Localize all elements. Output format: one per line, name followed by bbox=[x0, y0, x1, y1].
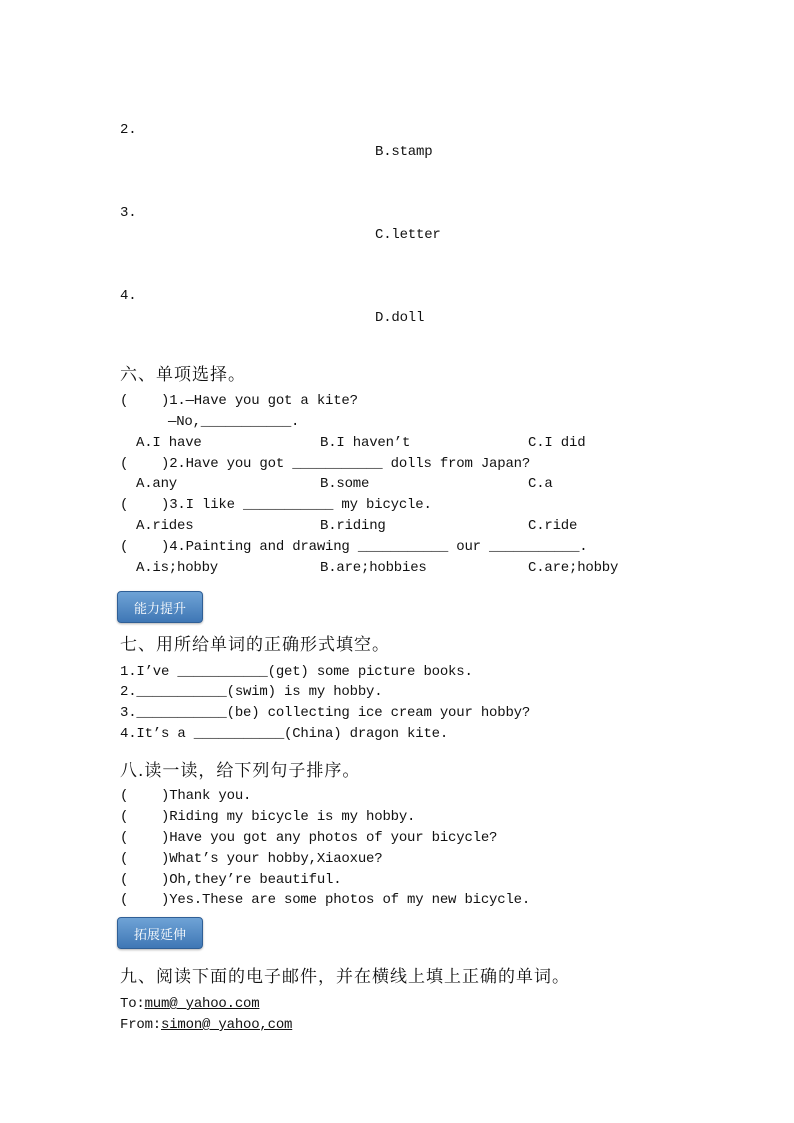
section9-title: 九、阅读下面的电子邮件，并在横线上填上正确的单词。 bbox=[120, 967, 570, 987]
fill-line-1: 1.I’ve ___________(get) some picture books. bbox=[120, 664, 473, 680]
extension-badge: 拓展延伸 bbox=[117, 917, 203, 949]
q4-option-b: B.are;hobbies bbox=[320, 560, 427, 576]
q4-option-c: C.are;hobby bbox=[528, 560, 619, 576]
email-to-label: To: bbox=[120, 996, 145, 1012]
section7-title: 七、用所给单词的正确形式填空。 bbox=[120, 635, 390, 655]
q3-option-a: A.rides bbox=[136, 518, 194, 534]
match-option-c: C.letter bbox=[375, 227, 441, 243]
q2-stem: ( )2.Have you got ___________ dolls from Japan? bbox=[120, 456, 531, 472]
order-line-6: ( )Yes.These are some photos of my new bicycle. bbox=[120, 892, 531, 908]
fill-line-4: 4.It’s a ___________(China) dragon kite. bbox=[120, 726, 449, 742]
q2-option-b: B.some bbox=[320, 476, 370, 492]
q1-line2: —No,___________. bbox=[168, 414, 300, 430]
q3-option-c: C.ride bbox=[528, 518, 578, 534]
match-option-b: B.stamp bbox=[375, 144, 433, 160]
q2-option-a: A.any bbox=[136, 476, 178, 492]
q1-option-a: A.I have bbox=[136, 435, 202, 451]
q4-stem: ( )4.Painting and drawing ___________ our ___________. bbox=[120, 539, 588, 555]
q3-option-b: B.riding bbox=[320, 518, 386, 534]
email-from-label: From: bbox=[120, 1017, 162, 1033]
fill-line-3: 3.___________(be) collecting ice cream your hobby? bbox=[120, 705, 531, 721]
order-line-2: ( )Riding my bicycle is my hobby. bbox=[120, 809, 416, 825]
q4-option-a: A.is;hobby bbox=[136, 560, 219, 576]
order-line-3: ( )Have you got any photos of your bicycle? bbox=[120, 830, 498, 846]
section8-title: 八.读一读，给下列句子排序。 bbox=[120, 761, 361, 781]
q1-stem: ( )1.—Have you got a kite? bbox=[120, 393, 358, 409]
q1-option-c: C.I did bbox=[528, 435, 586, 451]
q1-option-b: B.I haven’t bbox=[320, 435, 411, 451]
email-to-address[interactable]: mum@ yahoo.com bbox=[144, 996, 260, 1012]
match-num-4: 4. bbox=[120, 288, 137, 304]
email-from bbox=[120, 1017, 292, 1033]
q2-option-c: C.a bbox=[528, 476, 553, 492]
email-from-address[interactable]: simon@ yahoo,com bbox=[161, 1017, 293, 1033]
order-line-4: ( )What’s your hobby,Xiaoxue? bbox=[120, 851, 383, 867]
order-line-1: ( )Thank you. bbox=[120, 788, 252, 804]
email-to bbox=[120, 996, 259, 1012]
match-num-2: 2. bbox=[120, 122, 137, 138]
ability-badge: 能力提升 bbox=[117, 591, 203, 623]
match-option-d: D.doll bbox=[375, 310, 425, 326]
order-line-5: ( )Oh,they’re beautiful. bbox=[120, 872, 342, 888]
section6-title: 六、单项选择。 bbox=[120, 365, 246, 385]
fill-line-2: 2.___________(swim) is my hobby. bbox=[120, 684, 383, 700]
match-num-3: 3. bbox=[120, 205, 137, 221]
q3-stem: ( )3.I like ___________ my bicycle. bbox=[120, 497, 432, 513]
